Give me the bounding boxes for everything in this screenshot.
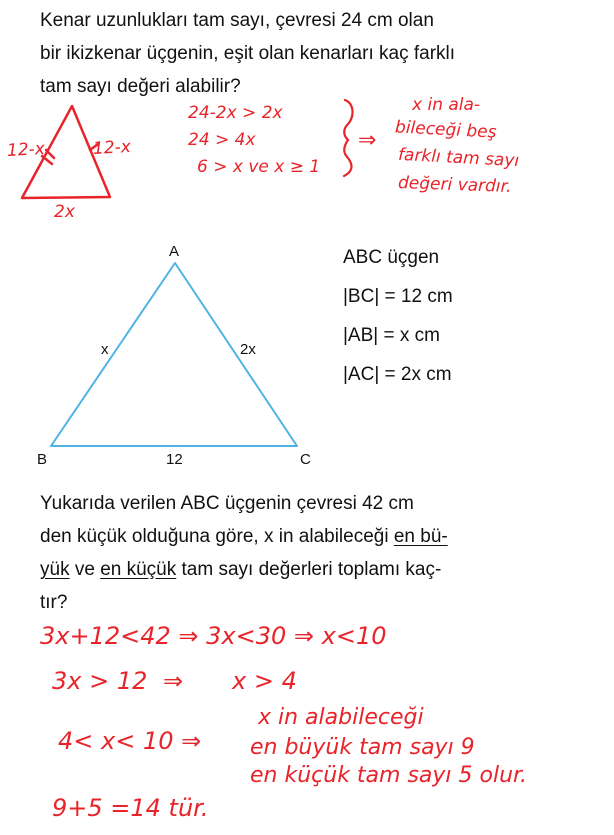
work-line-1: 24-2x > 2x: [188, 103, 283, 123]
problem1-line-2: bir ikizkenar üçgenin, eşit olan kenarları kaç farklı: [40, 43, 456, 64]
problem2-line-1: Yukarıda verilen ABC üçgenin çevresi 42 cm: [40, 493, 414, 514]
solution-step-4: 9+5 =14 tür.: [52, 794, 209, 822]
work-line-2: 24 > 4x: [188, 130, 256, 150]
given-line-3: |AB| = x cm: [343, 325, 440, 346]
vertex-a-label: A: [169, 243, 180, 260]
problem2-line-2: [40, 526, 448, 548]
solution-step-2c: x > 4: [232, 667, 297, 695]
problem2-line-2-text: den küçük olduğuna göre, x in alabileceği: [40, 526, 394, 547]
solution-step-3-line-3: en küçük tam sayı 5 olur.: [250, 763, 528, 788]
conclusion-line-1: x in ala-: [412, 95, 481, 115]
sketch-right-label: 12-x: [92, 137, 132, 159]
solution-step-2b: ⇒: [163, 667, 184, 695]
vertex-b-label: B: [37, 451, 48, 468]
problem2-line-4: tır?: [40, 592, 68, 613]
triangle-abc: [51, 263, 297, 446]
problem1-arrow: ⇒: [358, 128, 377, 153]
problem2-line-3-rest: tam sayı değerleri toplamı kaç-: [176, 559, 442, 580]
solution-step-3-line-1: x in alabileceği: [258, 705, 424, 730]
given-line-2: |BC| = 12 cm: [343, 286, 453, 307]
side-ac-label: 2x: [240, 341, 256, 358]
brace: [344, 100, 353, 176]
solution-step-1: 3x+12<42 ⇒ 3x<30 ⇒ x<10: [40, 622, 387, 650]
problem2-line-3: [40, 559, 441, 581]
side-ab-label: x: [101, 341, 109, 358]
solution-step-3-line-2: en büyük tam sayı 9: [250, 735, 475, 760]
conclusion-line-3: farklı tam sayı: [397, 144, 520, 172]
sketch-left-label: 12-x: [6, 139, 46, 161]
side-bc-label: 12: [166, 451, 183, 468]
vertex-c-label: C: [300, 451, 311, 468]
problem2-en-buyuk: en bü-: [393, 526, 448, 547]
problem1-line-3: tam sayı değeri alabilir?: [40, 76, 241, 97]
problem2-ve: ve: [69, 559, 101, 580]
conclusion-line-2: bileceği beş: [394, 117, 497, 143]
work-line-3: 6 > x ve x ≥ 1: [197, 157, 321, 177]
solution-step-3: 4< x< 10 ⇒: [58, 727, 202, 755]
given-line-4: |AC| = 2x cm: [343, 364, 452, 385]
problem2-en-kucuk: en küçük: [100, 559, 177, 580]
solution-step-2a: 3x > 12: [52, 667, 148, 695]
problem2-yuk: yük: [40, 559, 70, 580]
sketch-base-label: 2x: [54, 202, 75, 222]
given-line-1: ABC üçgen: [343, 247, 440, 268]
problem1-line-1: Kenar uzunlukları tam sayı, çevresi 24 cm olan: [40, 10, 434, 31]
conclusion-line-4: değeri vardır.: [397, 173, 512, 197]
